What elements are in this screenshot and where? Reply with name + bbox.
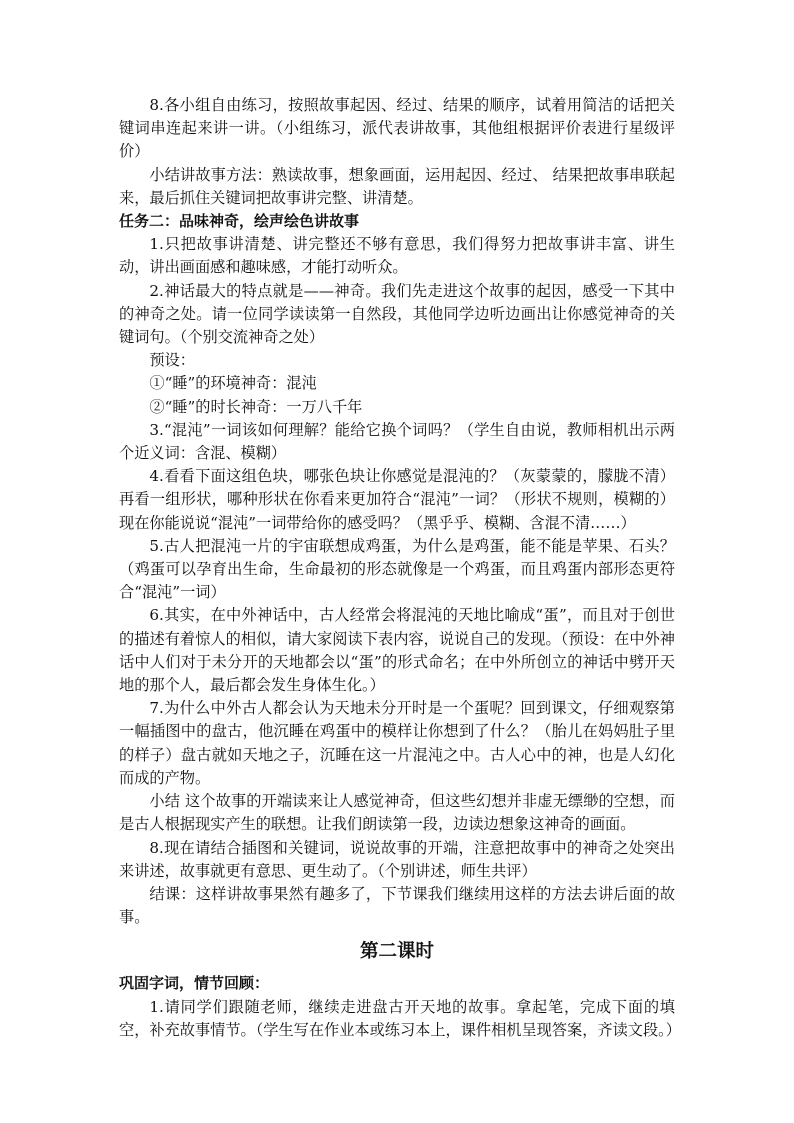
- paragraph-task2-5: 5.古人把混沌一片的宇宙联想成鸡蛋，为什么是鸡蛋，能不能是苹果、石头？（鸡蛋可以孕育出生命，生命最初的形态就像是一个鸡蛋，而且鸡蛋内部形态更符合“混沌”一词）: [119, 536, 675, 602]
- paragraph-task2-8: 8.现在请结合插图和关键词，说说故事的开端，注意把故事中的神奇之处突出来讲述，故事就更有意思、更生动了。（个别讲述，师生共评）: [119, 838, 675, 880]
- paragraph-conclusion: 结课：这样讲故事果然有趣多了，下节课我们继续用这样的方法去讲后面的故事。: [119, 884, 675, 927]
- paragraph-task2-2: 2.神话最大的特点就是——神奇。我们先走进这个故事的起因，感受一下其中的神奇之处。请一位同学读读第一自然段，其他同学边听边画出让你感觉神奇的关键词句。（个别交流神奇之处）: [119, 281, 675, 347]
- paragraph-task2-1: 1.只把故事讲清楚、讲完整还不够有意思，我们得努力把故事讲丰富、讲生动，讲出画面感和趣味感，才能打动听众。: [119, 235, 675, 277]
- document-page: [119, 94, 681, 1042]
- paragraph-preset-label: 预设：: [149, 351, 195, 370]
- paragraph-summary: 小结 这个故事的开端读来让人感觉神奇，但这些幻想并非虚无缥缈的空想，而是古人根据现实产生的联想。让我们朗读第一段，边读边想象这神奇的画面。: [119, 792, 675, 834]
- task2-heading: 任务二：品味神奇，绘声绘色讲故事: [119, 212, 360, 231]
- lesson2-title: 第二课时: [359, 941, 434, 963]
- paragraph-summary-method: 小结讲故事方法：熟读故事，想象画面，运用起因、经过、 结果把故事串联起来，最后抓住关键词把故事讲完整、讲清楚。: [119, 165, 675, 207]
- paragraph-task2-4: 4.看看下面这组色块，哪张色块让你感觉是混沌的？（灰蒙蒙的，朦胧不清）再看一组形状，哪种形状在你看来更加符合“混沌”一词？（形状不规则，模糊的）现在你能说说“混沌”一词带给你的感受吗？（黑乎乎、模糊、含混不清……）: [119, 467, 675, 532]
- paragraph-task2-3: 3.“混沌”一词该如何理解？能给它换个词吗？（学生自由说，教师相机出示两个近义词：含混、模糊）: [119, 420, 675, 463]
- paragraph-step-8: 8.各小组自由练习，按照故事起因、经过、结果的顺序，试着用简洁的话把关键词串连起来讲一讲。（小组练习，派代表讲故事，其他组根据评价表进行星级评价）: [119, 96, 675, 161]
- paragraph-preset-2: ②“睡”的时长神奇：一万八千年: [149, 397, 363, 416]
- paragraph-task2-6: 6.其实，在中外神话中，古人经常会将混沌的天地比喻成“蛋”，而且对于创世的描述有着惊人的相似，请大家阅读下表内容，说说自己的发现。（预设：在中外神话中人们对于未分开的天地都会以“蛋”的形式命名；在中外所创立的神话中劈开天地的那个人，最后都会发生身体生化。）: [119, 606, 675, 695]
- paragraph-review-1: 1.请同学们跟随老师，继续走进盘古开天地的故事。拿起笔，完成下面的填空，补充故事情节。（学生写在作业本或练习本上，课件相机呈现答案，齐读文段。）: [119, 997, 681, 1039]
- paragraph-preset-1: ①“睡”的环境神奇：混沌: [149, 374, 317, 393]
- paragraph-task2-7: 7.为什么中外古人都会认为天地未分开时是一个蛋呢？回到课文，仔细观察第一幅插图中的盘古，他沉睡在鸡蛋中的模样让你想到了什么？（胎儿在妈妈肚子里的样子）盘古就如天地之子，沉睡在这一片混沌之中。古人心中的神，也是人幻化而成的产物。: [119, 699, 675, 787]
- review-heading: 巩固字词，情节回顾：: [119, 974, 270, 993]
